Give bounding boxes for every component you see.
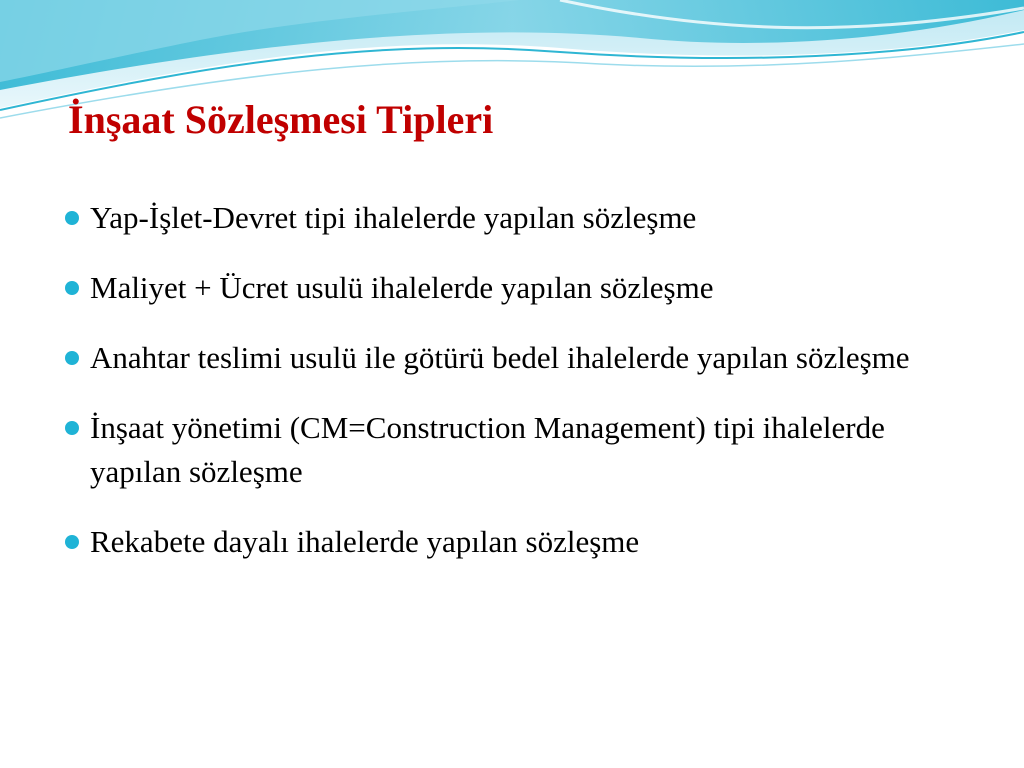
bullet-dot-icon [65, 535, 79, 549]
bullet-dot-icon [65, 351, 79, 365]
list-item [62, 406, 962, 494]
bullet-dot-icon [65, 421, 79, 435]
list-item-text: İnşaat yönetimi (CM=Construction Management) tipi ihalelerde yapılan sözleşme [90, 410, 885, 489]
list-item [62, 196, 962, 240]
list-item [62, 336, 962, 380]
list-item-text: Yap-İşlet-Devret tipi ihalelerde yapılan sözleşme [90, 200, 697, 235]
list-item-text: Maliyet + Ücret usulü ihalelerde yapılan sözleşme [90, 270, 714, 305]
bullet-dot-icon [65, 211, 79, 225]
list-item [62, 520, 962, 564]
list-item-text: Rekabete dayalı ihalelerde yapılan sözleşme [90, 524, 640, 559]
slide-title: İnşaat Sözleşmesi Tipleri [68, 97, 494, 142]
list-item-text: Anahtar teslimi usulü ile götürü bedel ihalelerde yapılan sözleşme [90, 340, 910, 375]
bullet-list [62, 196, 962, 590]
bullet-dot-icon [65, 281, 79, 295]
list-item [62, 266, 962, 310]
